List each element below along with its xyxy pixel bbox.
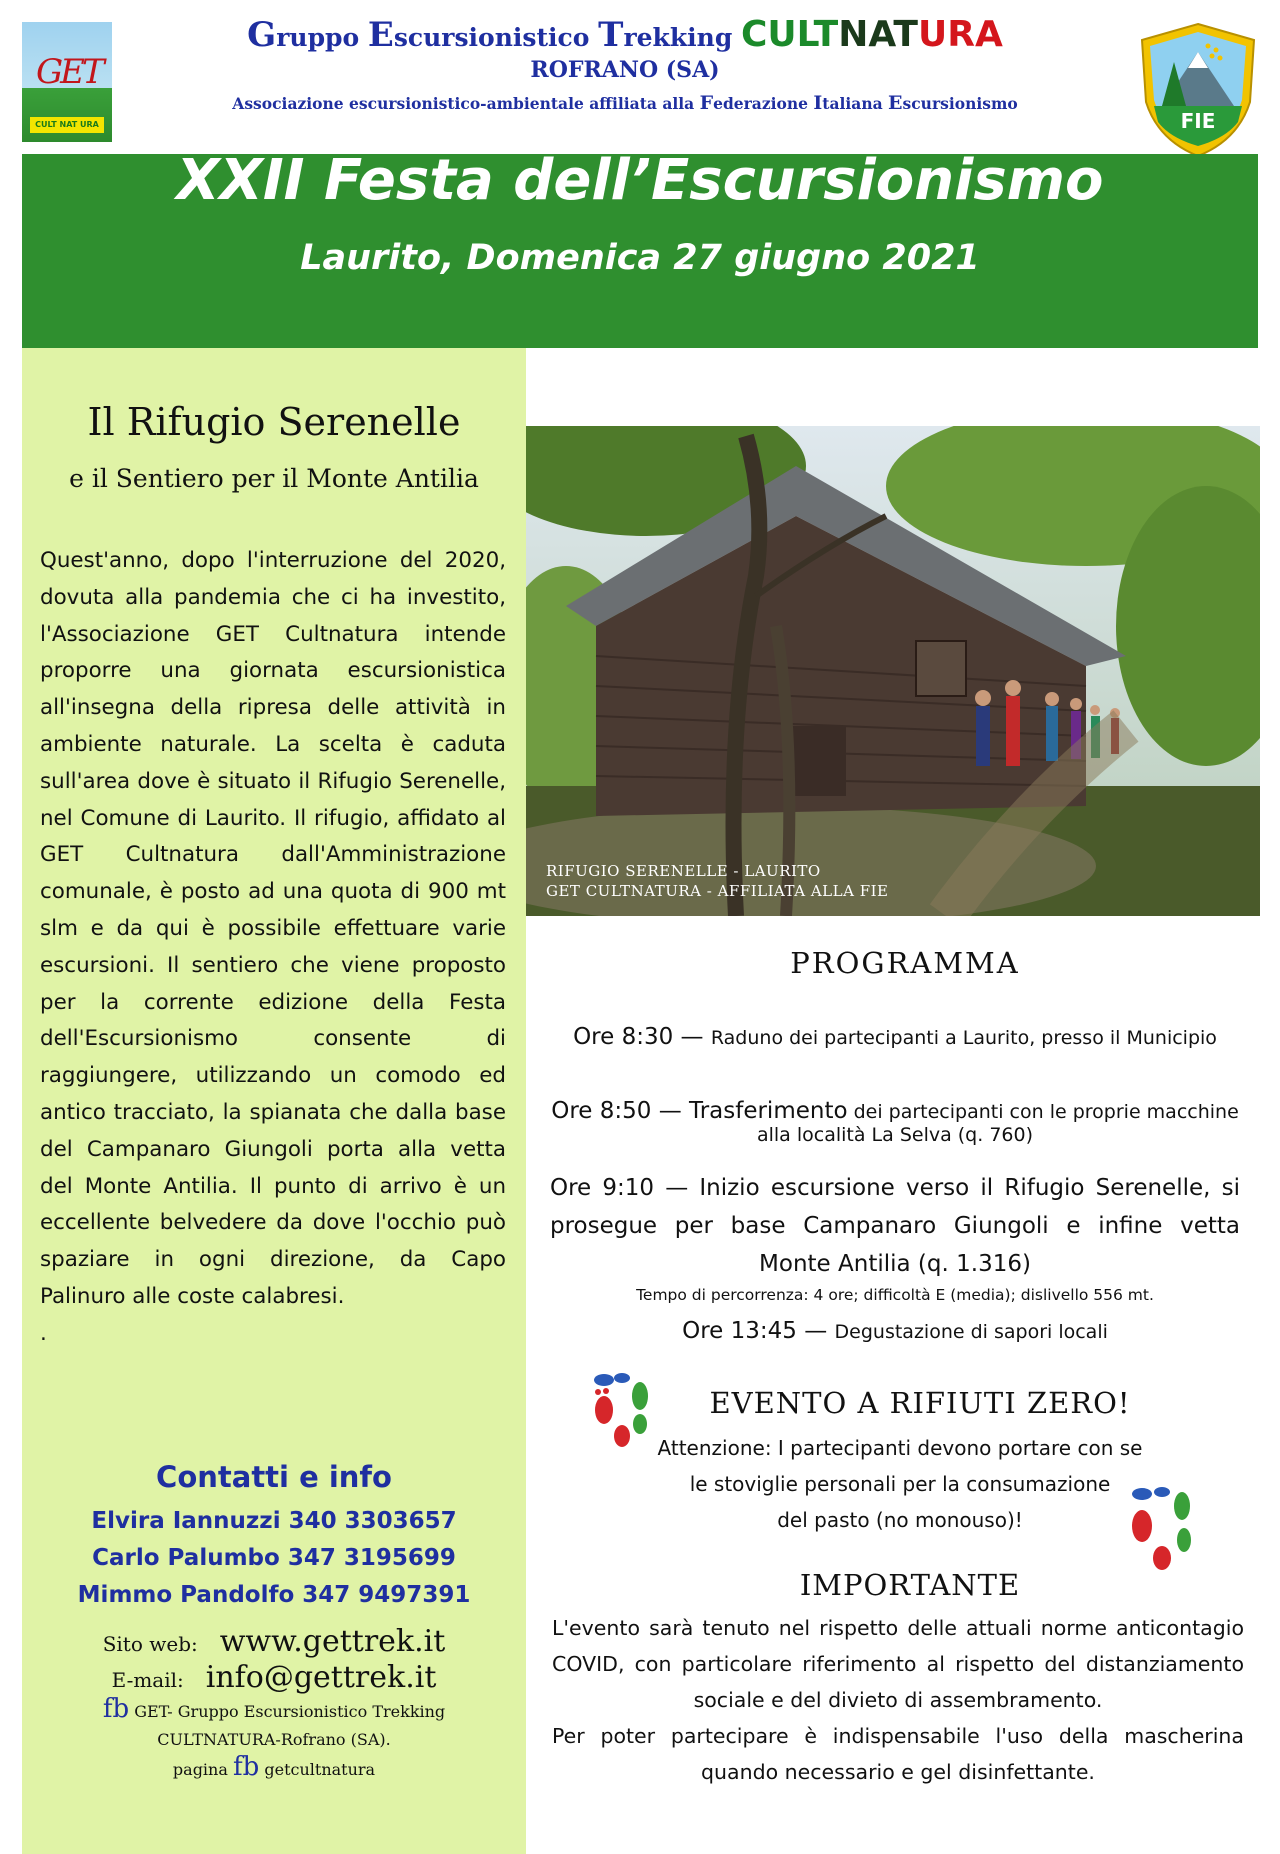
important-title: IMPORTANTE: [799, 1568, 1021, 1602]
fie-logo: [1138, 22, 1258, 158]
facebook-icon: fb: [102, 1694, 130, 1724]
zero-waste-line3: del pasto (no monouso)!: [777, 1508, 1023, 1532]
title-cap-e: E: [367, 15, 394, 55]
zero-waste-title: EVENTO A RIFIUTI ZERO!: [709, 1386, 1131, 1420]
affiliation-cap-i: I: [813, 92, 823, 114]
affiliation-cap-f: F: [699, 92, 714, 114]
program-time-0830: Ore 8:30 —: [573, 1024, 711, 1050]
affiliation-rest-e: scursionismo: [902, 94, 1018, 113]
brand-part3: URA: [917, 14, 1003, 55]
association-affiliation: [120, 92, 1130, 114]
left-column: [22, 348, 526, 1854]
program-item-0910: [550, 1170, 1240, 1284]
affiliation-prefix: Associazione escursionistico-ambientale affiliata alla: [232, 94, 700, 113]
zero-waste-line1: Attenzione: I partecipanti devono portare con se: [657, 1436, 1143, 1460]
title-rest-e: scursionistico: [393, 23, 599, 52]
facebook-group-name[interactable]: GET- Gruppo Escursionistico Trekking: [134, 1702, 446, 1721]
description-trailing-dot: .: [40, 1320, 47, 1346]
facebook-page-icon: fb: [232, 1752, 260, 1782]
refuge-photo: [526, 426, 1260, 916]
title-rest-g: ruppo: [276, 23, 368, 52]
program-text-1345: Degustazione di sapori locali: [834, 1321, 1108, 1343]
association-name: [120, 14, 1130, 55]
association-location: ROFRANO (SA): [530, 57, 720, 83]
important-text: [552, 1610, 1244, 1790]
program-note: Tempo di percorrenza: 4 ore; difficoltà E (media); dislivello 556 mt.: [636, 1286, 1154, 1304]
title-cap-g: G: [247, 15, 277, 55]
program-time-1345: Ore 13:45 —: [682, 1318, 835, 1344]
program-item-0830: [550, 1024, 1240, 1050]
website-label: Sito web:: [102, 1632, 198, 1656]
get-logo: [22, 22, 112, 142]
brand-part2: NAT: [838, 14, 918, 55]
section-title: Il Rifugio Serenelle: [87, 400, 461, 444]
contacts-title: Contatti e info: [156, 1460, 392, 1494]
facebook-page-name[interactable]: getcultnatura: [264, 1760, 376, 1779]
photo-caption-line2: GET CULTNATURA - AFFILIATA ALLA FIE: [546, 882, 889, 900]
zero-waste-line2: le stoviglie personali per la consumazione: [689, 1472, 1111, 1496]
program-time-0850: Ore 8:50 — Trasferimento: [551, 1098, 848, 1124]
title-rest-t: rekking: [623, 23, 742, 52]
event-date: Laurito, Domenica 27 giugno 2021: [300, 238, 980, 278]
program-text-0910: Ore 9:10 — Inizio escursione verso il Rifugio Serenelle, si prosegue per base Campanaro Giungoli e infine vetta Monte Antilia (q. 1.316): [550, 1175, 1240, 1277]
contact-elvira[interactable]: Elvira Iannuzzi 340 3303657: [91, 1508, 457, 1534]
contact-carlo[interactable]: Carlo Palumbo 347 3195699: [92, 1545, 456, 1571]
program-item-1345: [550, 1318, 1240, 1344]
affiliation-rest-i: taliana: [822, 94, 889, 113]
important-paragraph-mask: Per poter partecipare è indispensabile l'uso della mascherina quando necessario e gel disinfettante.: [552, 1724, 1244, 1784]
description-paragraph: Quest'anno, dopo l'interruzione del 2020, dovuta alla pandemia che ci ha investito, l'Associazione GET Cultnatura intende proporre una giornata escursionistica all'insegna della ripresa delle attività in ambiente naturale. La scelta è caduta sull'area dove è situato il Rifugio Serenelle, nel Comune di Laurito. Il rifugio, affidato al GET Cultnatura dall'Amministrazione comunale, è posto ad una quota di 900 mt slm e da qui è possibile effettuare varie escursioni. Il sentiero che viene proposto per la corrente edizione della Festa dell'Escursionismo consente di raggiungere, utilizzando un comodo ed antico tracciato, la spianata che dalla base del Campanaro Giungoli porta alla vetta del Monte Antilia. Il punto di arrivo è un eccellente belvedere da dove l'occhio può spaziare in ogni direzione, da Capo Palinuro alle coste calabresi.: [40, 548, 506, 1309]
program-title: PROGRAMMA: [790, 946, 1020, 980]
get-logo-band: CULT NAT URA: [30, 117, 104, 133]
email-label: E-mail:: [111, 1668, 184, 1692]
website-row: [22, 1624, 526, 1659]
facebook-group-line1: [22, 1694, 526, 1724]
program-item-0850: [550, 1098, 1240, 1146]
section-subtitle: e il Sentiero per il Monte Antilia: [69, 464, 479, 493]
website-link[interactable]: www.gettrek.it: [219, 1624, 446, 1659]
event-title: XXII Festa dell’Escursionismo: [176, 148, 1104, 213]
email-link[interactable]: info@gettrek.it: [205, 1660, 437, 1695]
description-text: [40, 543, 506, 1353]
photo-caption-line1: RIFUGIO SERENELLE - LAURITO: [546, 862, 821, 880]
refuge-photo-illustration: [526, 426, 1260, 916]
contact-mimmo[interactable]: Mimmo Pandolfo 347 9497391: [77, 1582, 471, 1608]
program-text-0850: dei partecipanti con le proprie macchine alla località La Selva (q. 760): [756, 1101, 1239, 1146]
facebook-group-line2: CULTNATURA-Rofrano (SA).: [157, 1730, 391, 1749]
program-text-0830: Raduno dei partecipanti a Laurito, presso il Municipio: [710, 1027, 1217, 1049]
title-cap-t: T: [598, 15, 624, 55]
event-banner: [22, 148, 1258, 348]
email-row: [22, 1660, 526, 1695]
fie-logo-text: FIE: [1180, 109, 1216, 133]
facebook-page-label: pagina: [172, 1760, 228, 1779]
brand-part1: CULT: [741, 14, 839, 55]
affiliation-rest-f: ederazione: [713, 94, 814, 113]
important-paragraph-covid: L'evento sarà tenuto nel rispetto delle attuali norme anticontagio COVID, con particolare riferimento al rispetto del distanziamento sociale e del divieto di assembramento.: [552, 1616, 1244, 1712]
affiliation-cap-e: E: [888, 92, 903, 114]
zero-waste-text: [620, 1430, 1180, 1538]
get-logo-letters: GET: [36, 52, 102, 92]
facebook-page-line: [22, 1752, 526, 1782]
